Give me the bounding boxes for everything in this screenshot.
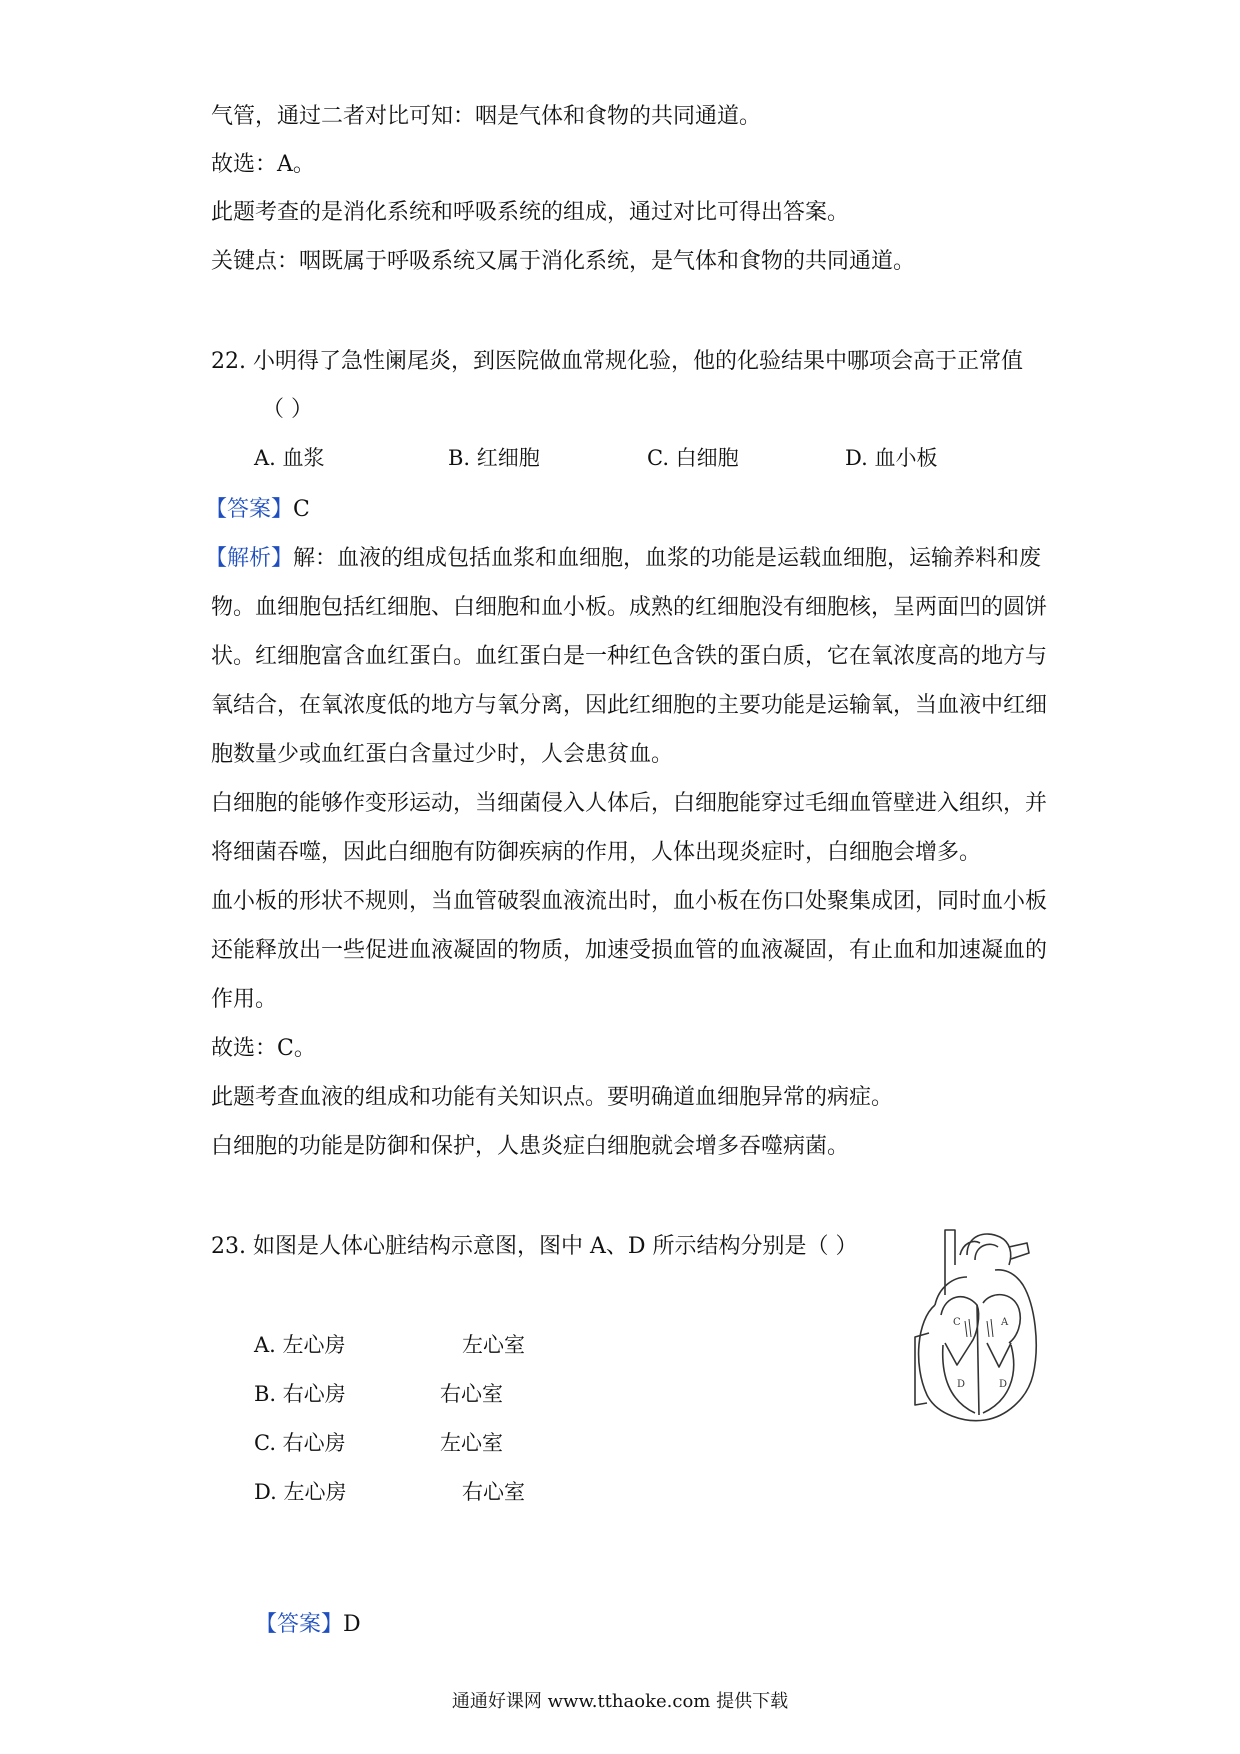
q23-answer <box>255 1610 361 1640</box>
q23-option-c: C. 右心房 <box>254 1431 346 1455</box>
q23-option-d-right: 右心室 <box>462 1480 525 1504</box>
analysis-line: 此题考查血液的组成和功能有关知识点。要明确道血细胞异常的病症。 <box>211 1085 894 1110</box>
analysis-line: 故选：C。 <box>211 1036 316 1061</box>
heart-label-c: C <box>953 1317 961 1328</box>
analysis-line: 白细胞的功能是防御和保护，人患炎症白细胞就会增多吞噬病菌。 <box>211 1134 850 1159</box>
analysis-text: 解：血液的组成包括血浆和血细胞，血浆的功能是运载血细胞，运输养料和废 <box>293 546 1042 571</box>
analysis-tag: 【解析】 <box>205 546 294 571</box>
analysis-line: 血小板的形状不规则，当血管破裂血液流出时，血小板在伤口处聚集成团，同时血小板 <box>211 889 1048 914</box>
analysis-line: 还能释放出一些促进血液凝固的物质，加速受损血管的血液凝固，有止血和加速凝血的 <box>211 938 1048 963</box>
q22-analysis-first <box>205 544 1041 574</box>
q23-option-a-right: 左心室 <box>462 1333 525 1357</box>
q23-option-b-right: 右心室 <box>440 1382 503 1406</box>
heart-diagram <box>905 1225 1045 1425</box>
question-22-blank: （ ） <box>262 397 313 422</box>
heart-label-d-left: D <box>957 1379 966 1390</box>
q22-option-b: B. 红细胞 <box>448 446 540 470</box>
answer-value: C <box>293 497 310 522</box>
analysis-line: 氧结合，在氧浓度低的地方与氧分离，因此红细胞的主要功能是运输氧，当血液中红细 <box>211 693 1048 718</box>
text-line: 气管，通过二者对比可知：咽是气体和食物的共同通道。 <box>211 104 762 129</box>
page-footer: 通通好课网 www.tthaoke.com 提供下载 <box>451 1691 789 1712</box>
analysis-line: 作用。 <box>211 987 278 1012</box>
text-line: 此题考查的是消化系统和呼吸系统的组成，通过对比可得出答案。 <box>211 200 850 225</box>
heart-label-d-right: D <box>999 1379 1008 1390</box>
analysis-line: 将细菌吞噬，因此白细胞有防御疾病的作用，人体出现炎症时，白细胞会增多。 <box>211 840 982 865</box>
analysis-line: 物。血细胞包括红细胞、白细胞和血小板。成熟的红细胞没有细胞核，呈两面凹的圆饼 <box>211 595 1048 620</box>
answer-value: D <box>343 1612 361 1637</box>
question-22-stem: 22. 小明得了急性阑尾炎，到医院做血常规化验，他的化验结果中哪项会高于正常值 <box>211 349 1023 374</box>
question-23-stem: 23. 如图是人体心脏结构示意图，图中 A、D 所示结构分别是（ ） <box>211 1234 858 1259</box>
answer-tag: 【答案】 <box>205 497 294 522</box>
answer-tag: 【答案】 <box>255 1612 344 1637</box>
analysis-line: 白细胞的能够作变形运动，当细菌侵入人体后，白细胞能穿过毛细血管壁进入组织，并 <box>211 791 1048 816</box>
q22-answer <box>205 495 310 525</box>
heart-label-a: A <box>1001 1317 1009 1328</box>
q22-option-d: D. 血小板 <box>845 446 938 470</box>
text-line: 关键点：咽既属于呼吸系统又属于消化系统，是气体和食物的共同通道。 <box>211 249 916 274</box>
analysis-line: 状。红细胞富含血红蛋白。血红蛋白是一种红色含铁的蛋白质，它在氧浓度高的地方与 <box>211 644 1048 669</box>
q23-option-d: D. 左心房 <box>254 1480 347 1504</box>
q23-option-a: A. 左心房 <box>254 1333 346 1357</box>
analysis-line: 胞数量少或血红蛋白含量过少时，人会患贫血。 <box>211 742 674 767</box>
text-line: 故选：A。 <box>211 152 315 177</box>
q22-option-c: C. 白细胞 <box>647 446 739 470</box>
q23-option-b: B. 右心房 <box>254 1382 346 1406</box>
q23-option-c-right: 左心室 <box>440 1431 503 1455</box>
q22-option-a: A. 血浆 <box>254 446 325 470</box>
